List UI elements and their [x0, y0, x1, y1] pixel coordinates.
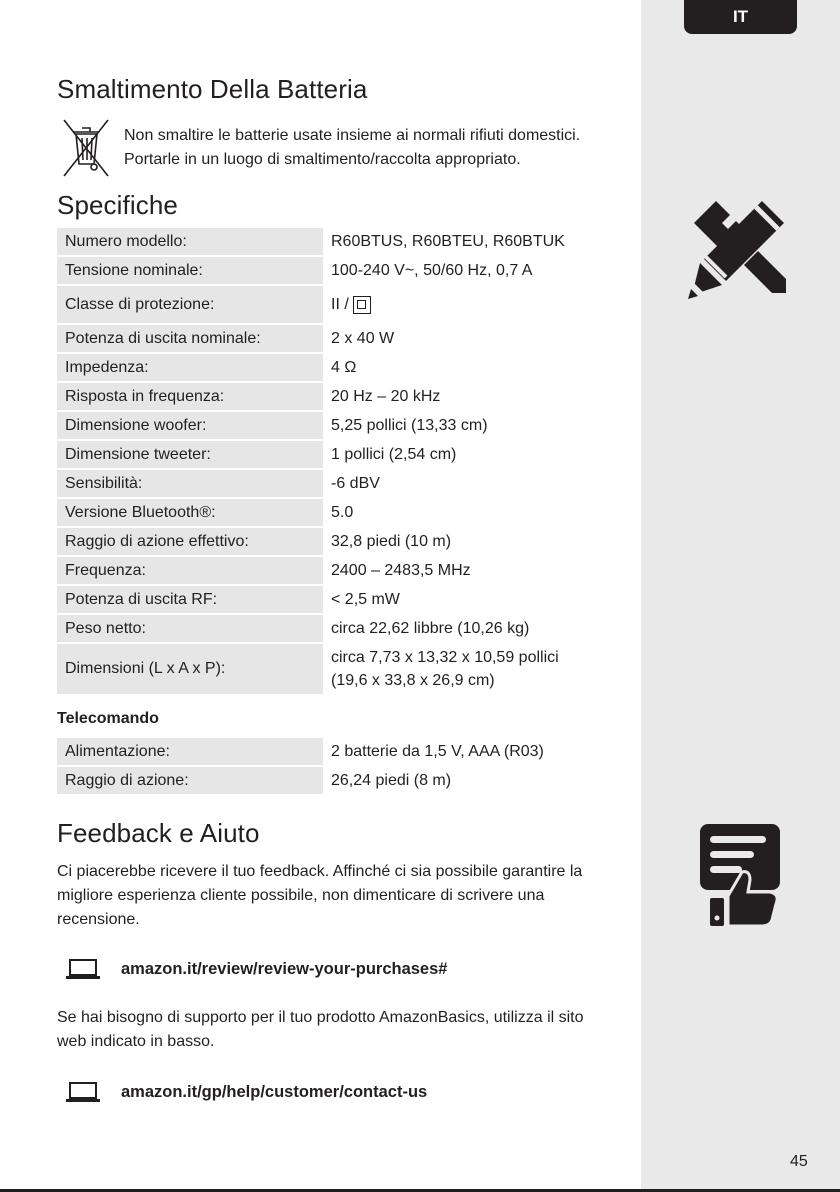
sidebar — [641, 0, 840, 1189]
spec-row — [57, 354, 617, 381]
spec-row — [57, 557, 617, 584]
spec-row — [57, 738, 617, 765]
language-tab: IT — [684, 0, 797, 34]
spec-label: Frequenza: — [57, 557, 323, 584]
spec-value: 100-240 V~, 50/60 Hz, 0,7 A — [331, 262, 533, 279]
spec-label: Potenza di uscita nominale: — [57, 325, 323, 352]
dimension-value-line-1: circa 7,73 x 13,32 x 10,59 pollici — [331, 649, 559, 666]
spec-label: Dimensioni (L x A x P): — [57, 644, 323, 694]
spec-label: Alimentazione: — [57, 738, 323, 765]
page-number: 45 — [790, 1153, 808, 1170]
spec-value: circa 22,62 libbre (10,26 kg) — [331, 620, 530, 637]
spec-label: Versione Bluetooth®: — [57, 499, 323, 526]
spec-row — [57, 615, 617, 642]
spec-row — [57, 228, 617, 255]
spec-label: Tensione nominale: — [57, 257, 323, 284]
spec-row — [57, 644, 617, 694]
spec-row — [57, 499, 617, 526]
review-link[interactable]: amazon.it/review/review-your-purchases# — [121, 959, 448, 978]
spec-label: Classe di protezione: — [57, 286, 323, 323]
spec-value: 4 Ω — [331, 359, 357, 376]
spec-value: 1 pollici (2,54 cm) — [331, 446, 457, 463]
spec-label: Sensibilità: — [57, 470, 323, 497]
remote-heading: Telecomando — [57, 710, 159, 727]
spec-label: Impedenza: — [57, 354, 323, 381]
feedback-heading: Feedback e Aiuto — [57, 818, 260, 848]
spec-value: -6 dBV — [331, 475, 380, 492]
review-link-row[interactable] — [66, 958, 447, 980]
feedback-paragraph: Ci piacerebbe ricevere il tuo feedback. Affinché ci sia possibile garantire la migliore esperienza cliente possibile, non dimenticare di scrivere una recensione. — [57, 863, 583, 928]
spec-value: 2400 – 2483,5 MHz — [331, 562, 471, 579]
spec-label: Raggio di azione: — [57, 767, 323, 794]
spec-row — [57, 767, 617, 794]
spec-label: Raggio di azione effettivo: — [57, 528, 323, 555]
spec-value — [323, 286, 371, 323]
protection-class-text: II / — [331, 296, 349, 313]
spec-label: Potenza di uscita RF: — [57, 586, 323, 613]
spec-value — [323, 644, 559, 694]
spec-value: 5,25 pollici (13,33 cm) — [331, 417, 488, 434]
disposal-text — [124, 124, 580, 172]
spec-label: Numero modello: — [57, 228, 323, 255]
support-paragraph: Se hai bisogno di supporto per il tuo prodotto AmazonBasics, utilizza il sito web indicato in basso. — [57, 1009, 584, 1050]
spec-value: 2 x 40 W — [331, 330, 395, 347]
laptop-icon — [66, 958, 100, 980]
support-link[interactable]: amazon.it/gp/help/customer/contact-us — [121, 1082, 428, 1101]
spec-table — [57, 228, 617, 696]
support-link-row[interactable] — [66, 1081, 427, 1103]
crossed-out-wheelie-bin-icon — [62, 118, 110, 183]
spec-value: R60BTUS, R60BTEU, R60BTUK — [331, 233, 565, 250]
spec-value: 32,8 piedi (10 m) — [331, 533, 452, 550]
spec-value: 20 Hz – 20 kHz — [331, 388, 441, 405]
spec-row — [57, 383, 617, 410]
pencil-ruler-icon — [686, 193, 794, 306]
spec-row — [57, 441, 617, 468]
spec-row — [57, 286, 617, 323]
spec-row — [57, 257, 617, 284]
spec-row — [57, 528, 617, 555]
disposal-line-1: Non smaltire le batterie usate insieme ai normali rifiuti domestici. — [124, 127, 581, 144]
spec-value: 26,24 piedi (8 m) — [331, 772, 452, 789]
double-insulation-icon — [353, 296, 371, 314]
disposal-line-2: Portarle in un luogo di smaltimento/raccolta appropriato. — [124, 151, 521, 168]
spec-row — [57, 412, 617, 439]
spec-row — [57, 470, 617, 497]
laptop-icon — [66, 1081, 100, 1103]
spec-value: 2 batterie da 1,5 V, AAA (R03) — [331, 743, 544, 760]
spec-label: Peso netto: — [57, 615, 323, 642]
remote-table — [57, 738, 617, 796]
spec-label: Risposta in frequenza: — [57, 383, 323, 410]
spec-label: Dimensione tweeter: — [57, 441, 323, 468]
specs-heading: Specifiche — [57, 190, 178, 220]
spec-label: Dimensione woofer: — [57, 412, 323, 439]
spec-value: 5.0 — [331, 504, 354, 521]
spec-value: < 2,5 mW — [331, 591, 400, 608]
disposal-heading: Smaltimento Della Batteria — [57, 74, 368, 104]
spec-row — [57, 586, 617, 613]
dimension-value-line-2: (19,6 x 33,8 x 26,9 cm) — [331, 672, 495, 689]
feedback-thumbs-up-icon — [698, 822, 782, 933]
spec-row — [57, 325, 617, 352]
